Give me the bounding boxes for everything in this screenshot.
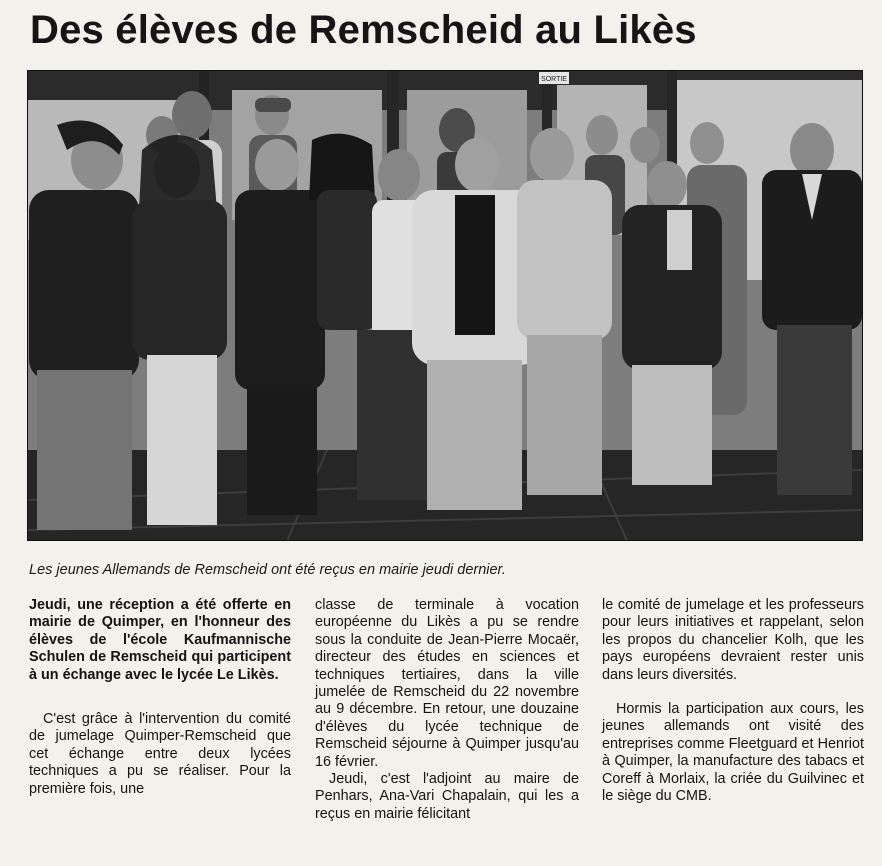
article-lead: Jeudi, une réception a été offerte en mairie de Quimper, en l'honneur des élèves de l'école Kaufmannische Schulen de Remscheid qui participent à un échange avec le lycée Le Likès.: [29, 597, 291, 683]
article-paragraph: le comité de jumelage et les professeurs pour leurs initiatives et rappelant, selon les propos du chancelier Kolh, que les pays européens devraient rester unis dans leurs diversités.: [602, 597, 864, 683]
exit-sign-text: SORTIE: [541, 76, 567, 83]
group-photo-illustration: [27, 70, 863, 541]
photo-caption: Les jeunes Allemands de Remscheid ont été reçus en mairie jeudi dernier.: [29, 562, 506, 578]
article-column-1: [29, 597, 291, 798]
article-photo: [27, 70, 863, 541]
article-paragraph: C'est grâce à l'intervention du comité de jumelage Quimper-Remscheid que cet échange entre deux lycées techniques a pu se réaliser. Pour la première fois, une: [29, 711, 291, 797]
article-column-3: [602, 597, 864, 805]
article-paragraph: classe de terminale à vocation européenne du Likès a pu se rendre sous la conduite de Jean-Pierre Mocaër, directeur des études en sciences et techniques tertiaires, dans la ville jumelée de Remscheid du 22 novembre au 9 décembre. En retour, une douzaine d'élèves du lycée technique de Remscheid séjourne à Quimper jusqu'au 16 février.: [315, 597, 579, 770]
article-paragraph: Hormis la participation aux cours, les jeunes allemands ont visité des entreprises comme Fleetguard et Henriot à Quimper, la manufacture des tabacs et Coreff à Morlaix, la criée du Guilvinec et le siège du CMB.: [602, 701, 864, 805]
article-headline: Des élèves de Remscheid au Likès: [30, 8, 697, 52]
article-paragraph: Jeudi, c'est l'adjoint au maire de Penhars, Ana-Vari Chapalain, qui les a reçus en mairie félicitant: [315, 771, 579, 822]
article-column-2: [315, 597, 579, 823]
